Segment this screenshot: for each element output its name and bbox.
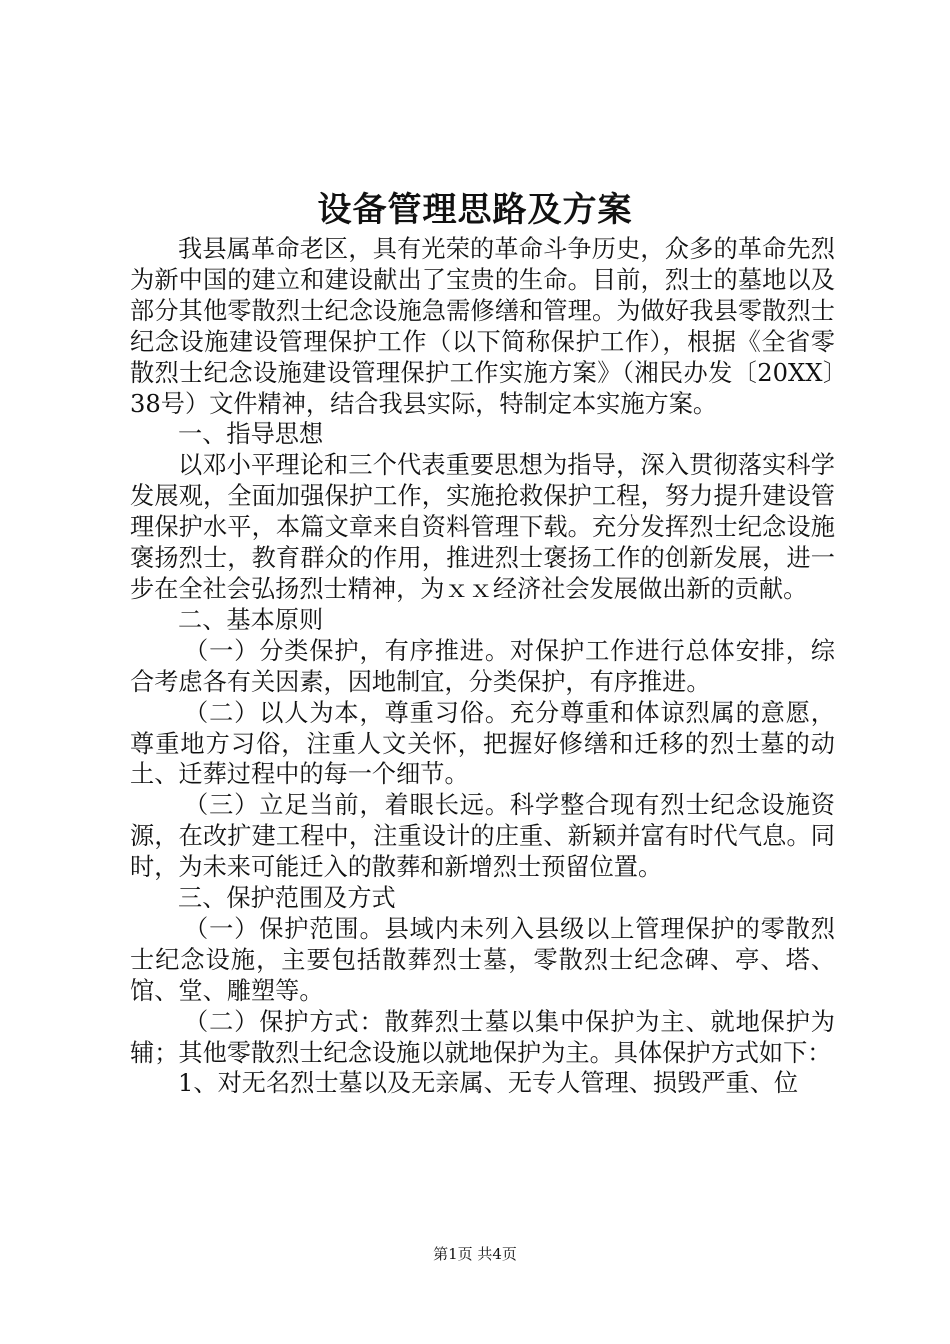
scope-item-1: （一）保护范围。县域内未列入县级以上管理保护的零散烈士纪念设施，主要包括散葬烈士墓，零散烈士纪念碑、亭、塔、馆、堂、雕塑等。 xyxy=(130,914,835,1005)
principle-item-2: （二）以人为本，尊重习俗。充分尊重和体谅烈属的意愿，尊重地方习俗，注重人文关怀，把握好修缮和迁移的烈士墓的动土、迁葬过程中的每一个细节。 xyxy=(130,698,835,789)
method-item-1: 1、对无名烈士墓以及无亲属、无专人管理、损毁严重、位 xyxy=(178,1069,799,1098)
heading-basic-principles: 二、基本原则 xyxy=(178,605,324,634)
document-body xyxy=(130,234,835,1099)
principle-item-1: （一）分类保护，有序推进。对保护工作进行总体安排，综合考虑各有关因素，因地制宜，分类保护，有序推进。 xyxy=(130,636,835,696)
heading-protection-scope: 三、保护范围及方式 xyxy=(178,884,396,913)
scope-item-2: （二）保护方式：散葬烈士墓以集中保护为主、就地保护为辅；其他零散烈士纪念设施以就地保护为主。具体保护方式如下： xyxy=(130,1007,835,1067)
page-footer: 第1页 共4页 xyxy=(433,1245,517,1263)
paragraph-intro: 我县属革命老区，具有光荣的革命斗争历史，众多的革命先烈为新中国的建立和建设献出了宝贵的生命。目前，烈士的墓地以及部分其他零散烈士纪念设施急需修缮和管理。为做好我县零散烈士纪念设施建设管理保护工作（以下简称保护工作），根据《全省零散烈士纪念设施建设管理保护工作实施方案》（湘民办发〔20XX〕38号）文件精神，结合我县实际，特制定本实施方案。 xyxy=(130,235,835,418)
heading-guiding-ideology: 一、指导思想 xyxy=(178,420,324,449)
principle-item-3: （三）立足当前，着眼长远。科学整合现有烈士纪念设施资源，在改扩建工程中，注重设计的庄重、新颖并富有时代气息。同时，为未来可能迁入的散葬和新增烈士预留位置。 xyxy=(130,791,835,882)
paragraph-guiding-ideology: 以邓小平理论和三个代表重要思想为指导，深入贯彻落实科学发展观，全面加强保护工作，实施抢救保护工程，努力提升建设管理保护水平，本篇文章来自资料管理下载。充分发挥烈士纪念设施褒扬烈士，教育群众的作用，推进烈士褒扬工作的创新发展，进一步在全社会弘扬烈士精神，为ｘｘ经济社会发展做出新的贡献。 xyxy=(130,451,835,603)
document-title: 设备管理思路及方案 xyxy=(317,190,633,230)
